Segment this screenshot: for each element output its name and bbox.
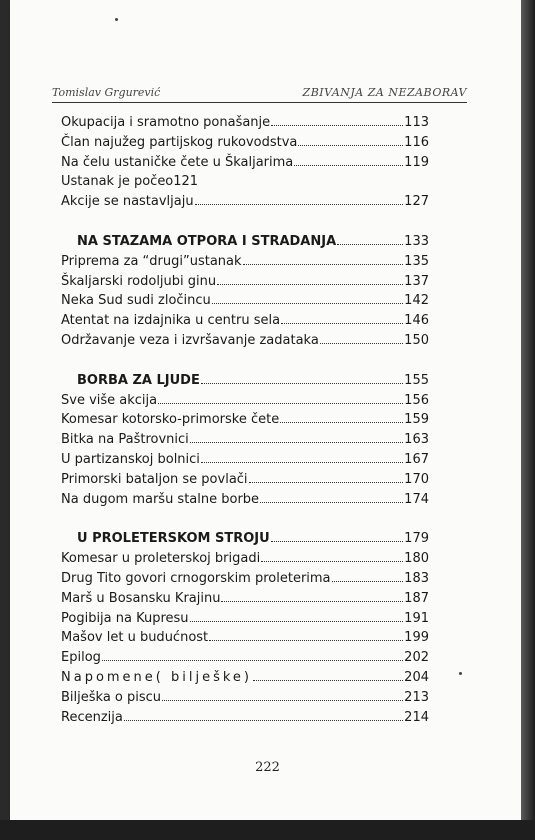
toc-leader-dots [298, 136, 403, 146]
toc-entry-page: 163 [404, 432, 429, 448]
toc-entry-page: 135 [404, 253, 429, 269]
toc-entry [61, 313, 429, 333]
toc-section-heading [61, 234, 429, 254]
toc-leader-dots [332, 572, 404, 582]
toc-entry-page: 155 [404, 372, 429, 388]
toc-entry-title: Na čelu ustaničke čete u Škaljarima [61, 154, 294, 170]
toc-entry [61, 611, 429, 631]
toc-entry-page: 127 [404, 194, 429, 210]
toc-entry-page: 156 [404, 392, 429, 408]
toc-leader-dots [162, 691, 403, 701]
toc-entry [61, 254, 429, 274]
toc-entry-page: 204 [404, 669, 429, 685]
toc-leader-dots [271, 116, 403, 126]
toc-leader-dots [249, 473, 404, 483]
toc-entry-title: Atentat na izdajnika u centru sela [61, 313, 281, 329]
toc-entry-title: Bilješka o piscu [61, 689, 162, 705]
section-gap [61, 214, 429, 234]
toc-entry [61, 591, 429, 611]
toc-entry-page: 202 [404, 650, 429, 666]
header-book-title: ZBIVANJA ZA NEZABORAV [302, 86, 467, 99]
toc-entry [61, 630, 429, 650]
toc-entry-title: Neka Sud sudi zločincu [61, 293, 211, 309]
toc-leader-dots [221, 592, 403, 602]
speck-mark [115, 18, 118, 21]
toc-entry-title: Napomene( bilješke) [61, 669, 252, 685]
toc-section-title: NA STAZAMA OTPORA I STRADANJA [77, 233, 337, 249]
toc-entry-page: 214 [404, 709, 429, 725]
toc-entry-page: 116 [404, 134, 429, 150]
toc-entry [61, 452, 429, 472]
toc-leader-dots [209, 631, 403, 641]
toc-entry [61, 115, 429, 135]
toc-entry-title: Priprema za “drugi”ustanak [61, 253, 242, 269]
page-edge-bottom [0, 820, 535, 840]
toc-entry-title: Recenzija [61, 709, 123, 725]
toc-leader-dots [320, 334, 403, 344]
toc-entry [61, 274, 429, 294]
toc-leader-dots [158, 394, 403, 404]
toc-entry-page: 213 [404, 689, 429, 705]
toc-entry-title: Primorski bataljon se povlači [61, 471, 248, 487]
section-gap [61, 353, 429, 373]
toc-entry-title: Održavanje veza i izvršavanje zadataka [61, 332, 319, 348]
toc-entry [61, 293, 429, 313]
toc-section-heading [61, 531, 429, 551]
page-edge-right [521, 0, 535, 840]
toc-entry-page: 150 [404, 332, 429, 348]
toc-entry-page: 119 [404, 154, 429, 170]
toc-leader-dots [190, 433, 403, 443]
toc-entry-title: Komesar u proleterskoj brigadi [61, 551, 261, 567]
toc-entry-page: 113 [404, 115, 429, 130]
toc-section-title: BORBA ZA LJUDE [77, 372, 200, 388]
toc-leader-dots [195, 195, 404, 205]
toc-leader-dots [260, 493, 403, 503]
toc-entry [61, 155, 429, 175]
toc-entry [61, 432, 429, 452]
toc-entry [61, 551, 429, 571]
toc-entry-page: 137 [404, 273, 429, 289]
toc-leader-dots [243, 255, 404, 265]
toc-entry-title: Član najužeg partijskog rukovodstva [61, 134, 298, 150]
toc-entry-title: Okupacija i sramotno ponašanje [61, 115, 271, 130]
toc-entry-page: 183 [404, 570, 429, 586]
toc-entry-page: 170 [404, 471, 429, 487]
table-of-contents [61, 115, 429, 729]
toc-entry [61, 492, 429, 512]
toc-leader-dots [253, 671, 403, 681]
running-header [52, 80, 467, 103]
header-author: Tomislav Grgurević [52, 86, 161, 99]
toc-entry [61, 650, 429, 670]
toc-section-title: U PROLETERSKOM STROJU [77, 531, 270, 547]
toc-entry-title: Mašov let u budućnost [61, 630, 209, 646]
toc-entry-title: Na dugom maršu stalne borbe [61, 491, 260, 507]
toc-leader-dots [261, 552, 403, 562]
toc-leader-dots [337, 235, 403, 245]
toc-entry [61, 135, 429, 155]
toc-entry [61, 412, 429, 432]
toc-entry-page: 167 [404, 451, 429, 467]
toc-entry [61, 333, 429, 353]
toc-entry [61, 174, 429, 194]
toc-entry-title: Drug Tito govori crnogorskim proleterima [61, 570, 331, 586]
toc-leader-dots [280, 413, 403, 423]
toc-entry-page: 191 [404, 610, 429, 626]
toc-entry [61, 472, 429, 492]
toc-section-heading [61, 373, 429, 393]
toc-entry-title: U partizanskoj bolnici [61, 451, 200, 467]
speck-mark [459, 672, 462, 675]
toc-entry [61, 670, 429, 690]
toc-entry-title: Ustanak je počeo121 [61, 174, 199, 190]
toc-leader-dots [217, 275, 403, 285]
toc-entry-title: Sve više akcija [61, 392, 158, 408]
toc-entry [61, 690, 429, 710]
toc-leader-dots [201, 374, 403, 384]
toc-entry-title: Pogibija na Kupresu [61, 610, 189, 626]
page-number: 222 [255, 760, 280, 775]
toc-entry-page: 146 [404, 313, 429, 329]
toc-leader-dots [199, 176, 428, 185]
toc-leader-dots [102, 651, 403, 661]
toc-entry-page: 180 [404, 551, 429, 567]
toc-entry-page: 199 [404, 630, 429, 646]
toc-entry-page: 187 [404, 590, 429, 606]
toc-entry-title: Škaljarski rodoljubi ginu [61, 273, 217, 289]
toc-leader-dots [294, 156, 403, 166]
toc-leader-dots [201, 453, 403, 463]
toc-entry-title: Komesar kotorsko-primorske čete [61, 412, 280, 428]
toc-entry-page: 133 [404, 233, 429, 249]
toc-leader-dots [271, 532, 404, 542]
toc-leader-dots [190, 612, 404, 622]
toc-entry-page: 174 [404, 491, 429, 507]
toc-entry [61, 393, 429, 413]
toc-entry-page: 179 [404, 531, 429, 547]
toc-entry-title: Akcije se nastavljaju [61, 194, 194, 210]
toc-entry-page: 142 [404, 293, 429, 309]
toc-leader-dots [281, 314, 403, 324]
toc-entry-title: Bitka na Paštrovnici [61, 432, 189, 448]
toc-entry-title: Marš u Bosansku Krajinu [61, 590, 221, 606]
toc-entry [61, 194, 429, 214]
toc-entry [61, 710, 429, 730]
toc-entry [61, 571, 429, 591]
section-gap [61, 511, 429, 531]
toc-leader-dots [212, 294, 403, 304]
toc-entry-title: Epilog [61, 650, 101, 666]
toc-entry-page: 159 [404, 412, 429, 428]
toc-leader-dots [124, 711, 403, 721]
